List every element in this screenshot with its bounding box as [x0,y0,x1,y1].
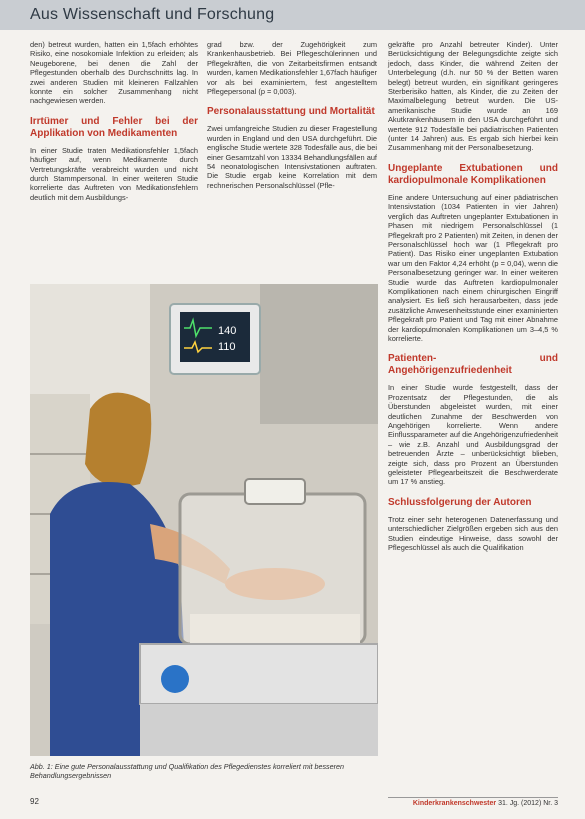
paragraph: Eine andere Untersuchung auf einer pädiatrischen Intensivstation (1034 Patienten in vier Jahren) verglich das Auftreten ungeplanter Extubationen in Phasen mit niedrigem Personalschlüssel (1 Pflegekraft pro 2 Patienten) mit Zeiten, in denen der Personalschlüssel hoch war (1 Pflegekraft pro Patient). Das Risiko einer ungeplanten Extubation war um den Faktor 4,24 erhöht (p = 0,04), wenn die Personalbesetzung geringer war. In einer weiteren Studie wurde das Auftreten kardiopulmonaler Komplikationen nach einem chirurgischen Eingriff analysiert. Es ließ sich herausarbeiten, dass jede zusätzliche Anwesenheitsstunde einer examinierten Pflegekraft pro Patient und Tag mit einer Abnahme der kardiopulmonalen Komplikationen um 3–4,5 % korrelierte. [388,192,558,343]
nicu-photo [30,284,378,756]
column-1 [30,40,198,202]
page-number: 92 [30,797,39,806]
page-section-title: Aus Wissenschaft und Forschung [30,6,275,23]
paragraph: In einer Studie traten Medikationsfehler 1,5fach häufiger auf, wenn Medikamente durch Vertretungskräfte verabreicht wurden und nicht durch Stammpersonal. In einer weiteren Studie korrelierte das Auftreten von Medikationsfehlern deutlich mit dem Ausbildungs- [30,145,198,202]
figure-caption: Abb. 1: Eine gute Personalausstattung und Qualifikation des Pflegedienstes korreliert mit besseren Behandlungsergebnissen [30,762,345,780]
column-2 [207,40,377,190]
section-heading: Schlussfolgerung der Autoren [388,496,532,508]
section-heading: Patienten- und Angehörigenzufriedenheit [388,353,558,377]
nicu-photo-illustration [30,284,378,756]
monitor-value: 140 [218,325,237,337]
section-heading: Personalausstattung und Mortalität [207,106,375,118]
journal-issue: 31. Jg. (2012) Nr. 3 [498,800,558,807]
paragraph: gekräfte pro Anzahl betreuter Kinder). Unter Berücksichtigung der Belegungsdichte zeigte sich jedoch, dass Kinder, die während Zeiten der Unterbelegung (d.h. nur 50 % der Betten waren belegt) betreut wurden, ein signifikant geringeres Sterberisiko hatten, als Kinder, die zu Zeiten der Maximalbelegung betreut wurden. Die US-amerikanische Studie wurde an 169 Akutkrankenhäusern in den USA durchgeführt und wertete 912 Todesfälle bei pädiatrischen Patienten (unter 14 Jahren) aus. Es ergab sich hierbei kein Zusammenhang mit der Personalbesetzung. [388,40,558,153]
journal-name: Kinderkrankenschwester [412,800,497,807]
column-3 [388,40,558,552]
section-heading: Ungeplante Extubationen und kardiopulmonale Komplikationen [388,162,558,186]
paragraph: Zwei umfangreiche Studien zu dieser Fragestellung wurden in England und den USA durchgeführt. Die englische Studie wertete 328 Todesfälle aus, die bei einer Gesamtzahl von 13334 Behandlungsfällen auf 54 neonatologischen Intensivstationen auftraten. Die Studie ergab keine Korrelation mit dem rechnerischen Personalschlüssel (Pfle- [207,124,377,190]
footer-journal [388,797,558,807]
monitor-value: 110 [218,341,236,353]
paragraph: den) betreut wurden, hatten ein 1,5fach erhöhtes Risiko, eine nosokomiale Infektion zu erleiden; als Neugeborene, bei denen die Zahl der Pflegestunden oberhalb des Durchschnitts lag. In zwei anderen Studien mit kleineren Fallzahlen konnte ein solcher Zusammenhang nicht nachgewiesen werden. [30,40,198,106]
paragraph: grad bzw. der Zugehörigkeit zum Krankenhausbetrieb. Bei Pflegeschülerinnen und Pflegekräften, die von Zeitarbeitsfirmen entsandt wurden, kamen Medikationsfehler 1,67fach häufiger vor als bei examiniertem, fest angestelltem Pflegepersonal (p = 0,003). [207,40,377,97]
paragraph: Trotz einer sehr heterogenen Datenerfassung und unterschiedlicher Zielgrößen ergeben sich aus den Studien eindeutige Hinweise, dass sowohl der Pflegeschlüssel als auch die Qualifikation [388,514,558,553]
section-heading: Irrtümer und Fehler bei der Applikation von Medikamenten [30,115,198,139]
paragraph: In einer Studie wurde festgestellt, dass der Prozentsatz der Pflegestunden, die als Überstunden abgeleistet wurden, mit einer deutlichen Zunahme der Beschwerden von Angehörigen korrelierte. Wenn andere Einflussparameter auf die Angehörigenzufriedenheit – wie z.B. Anzahl und Ausbildungsgrad der betreuenden Ärzte – unberücksichtigt blieben, zeigte sich, dass pro Prozent an Überstunden geleisteter Pflegearbeitszeit die Beschwerderate um 17 % anstieg. [388,383,558,487]
